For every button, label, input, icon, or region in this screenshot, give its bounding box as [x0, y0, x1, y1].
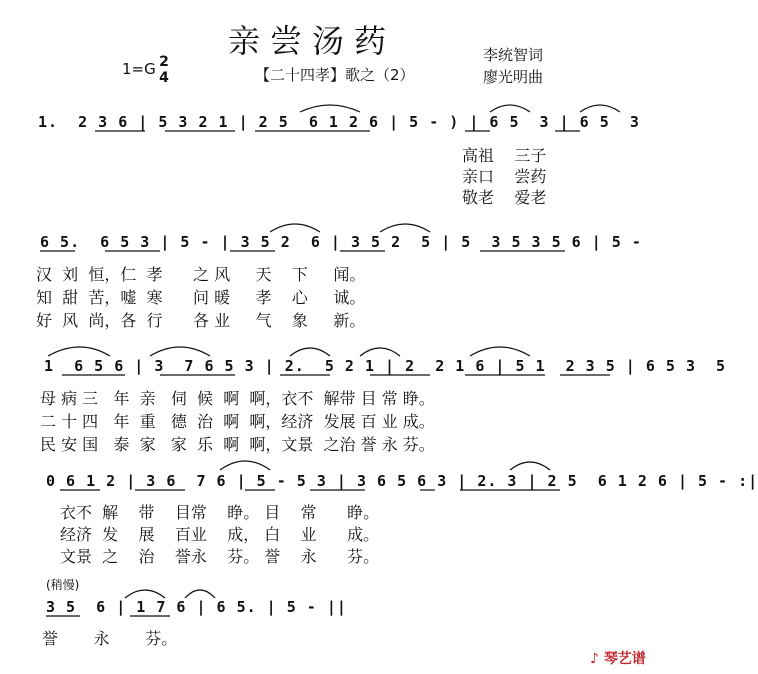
key-signature: 1=G	[122, 60, 156, 78]
brand-icon: ♪	[590, 651, 599, 667]
lyric-line-4-verse-2: 经济 发 展 百业 成， 白 业 成。	[60, 525, 380, 544]
lyric-line-2-verse-1: 汉 刘 恒，仁 孝 之 风 天 下 闻。	[36, 265, 366, 284]
brand-name: 琴艺谱	[603, 651, 646, 667]
lyric-line-3-verse-2: 二 十 四 年 重 德 治 啊 啊，经济 发展 百 业 成。	[40, 412, 435, 431]
page-title: 亲尝汤药	[228, 22, 397, 60]
lyric-line-1-verse-1: 高祖 三子	[462, 146, 547, 165]
time-signature-top: 2	[159, 54, 169, 70]
lyric-line-2-verse-2: 知 甜 苦，嘘 寒 问 暖 孝 心 诚。	[36, 288, 366, 307]
notation-line-1: 1. 2 3 6 | 5 3 2 1 | 2 5 6 1 2 6 | 5 - ) | 6 5 3 | 6 5 3	[38, 113, 640, 131]
notation-line-3: 1 6 5 6 | 3 7 6 5 3 | 2. 5 2 1 | 2 2 1 6 | 5 1 2 3 5 | 6 5 3 5	[44, 357, 727, 375]
lyric-line-2-verse-3: 好 风 尚，各 行 各 业 气 象 新。	[36, 311, 366, 330]
time-signature-bottom: 4	[159, 70, 169, 86]
subtitle: 【二十四孝】歌之（2）	[255, 66, 415, 84]
notation-line-5: 3 5 6 | 1 7 6 | 6 5. | 5 - ||	[46, 598, 347, 616]
lyric-line-4-verse-1: 衣不 解 带 目常 睁。 目 常 睁。	[60, 503, 380, 522]
lyric-line-3-verse-3: 民 安 国 泰 家 家 乐 啊 啊，文景 之治 誉 永 芬。	[40, 435, 435, 454]
tempo-marking: (稍慢)	[46, 578, 80, 592]
notation-line-2: 6 5. 6 5 3 | 5 - | 3 5 2 6 | 3 5 2 5 | 5 3 5 3 5 6 | 5 -	[40, 233, 642, 251]
lyric-line-4-verse-3: 文景 之 治 誉永 芬。 誉 永 芬。	[60, 547, 380, 566]
lyricist-credit: 李统智词	[483, 46, 544, 64]
lyric-line-3-verse-1: 母 病 三 年 亲 伺 候 啊 啊，衣不 解带 目 常 睁。	[40, 389, 435, 408]
composer-credit: 廖光明曲	[483, 68, 544, 86]
lyric-line-5: 誉 永 芬。	[42, 629, 178, 648]
notation-line-4: 0 6 1 2 | 3 6 7 6 | 5 - 5 3 | 3 6 5 6 3 | 2. 3 | 2 5 6 1 2 6 | 5 - :|	[46, 472, 758, 490]
lyric-line-1-verse-3: 敬老 爱老	[462, 188, 547, 207]
lyric-line-1-verse-2: 亲口 尝药	[462, 167, 547, 186]
